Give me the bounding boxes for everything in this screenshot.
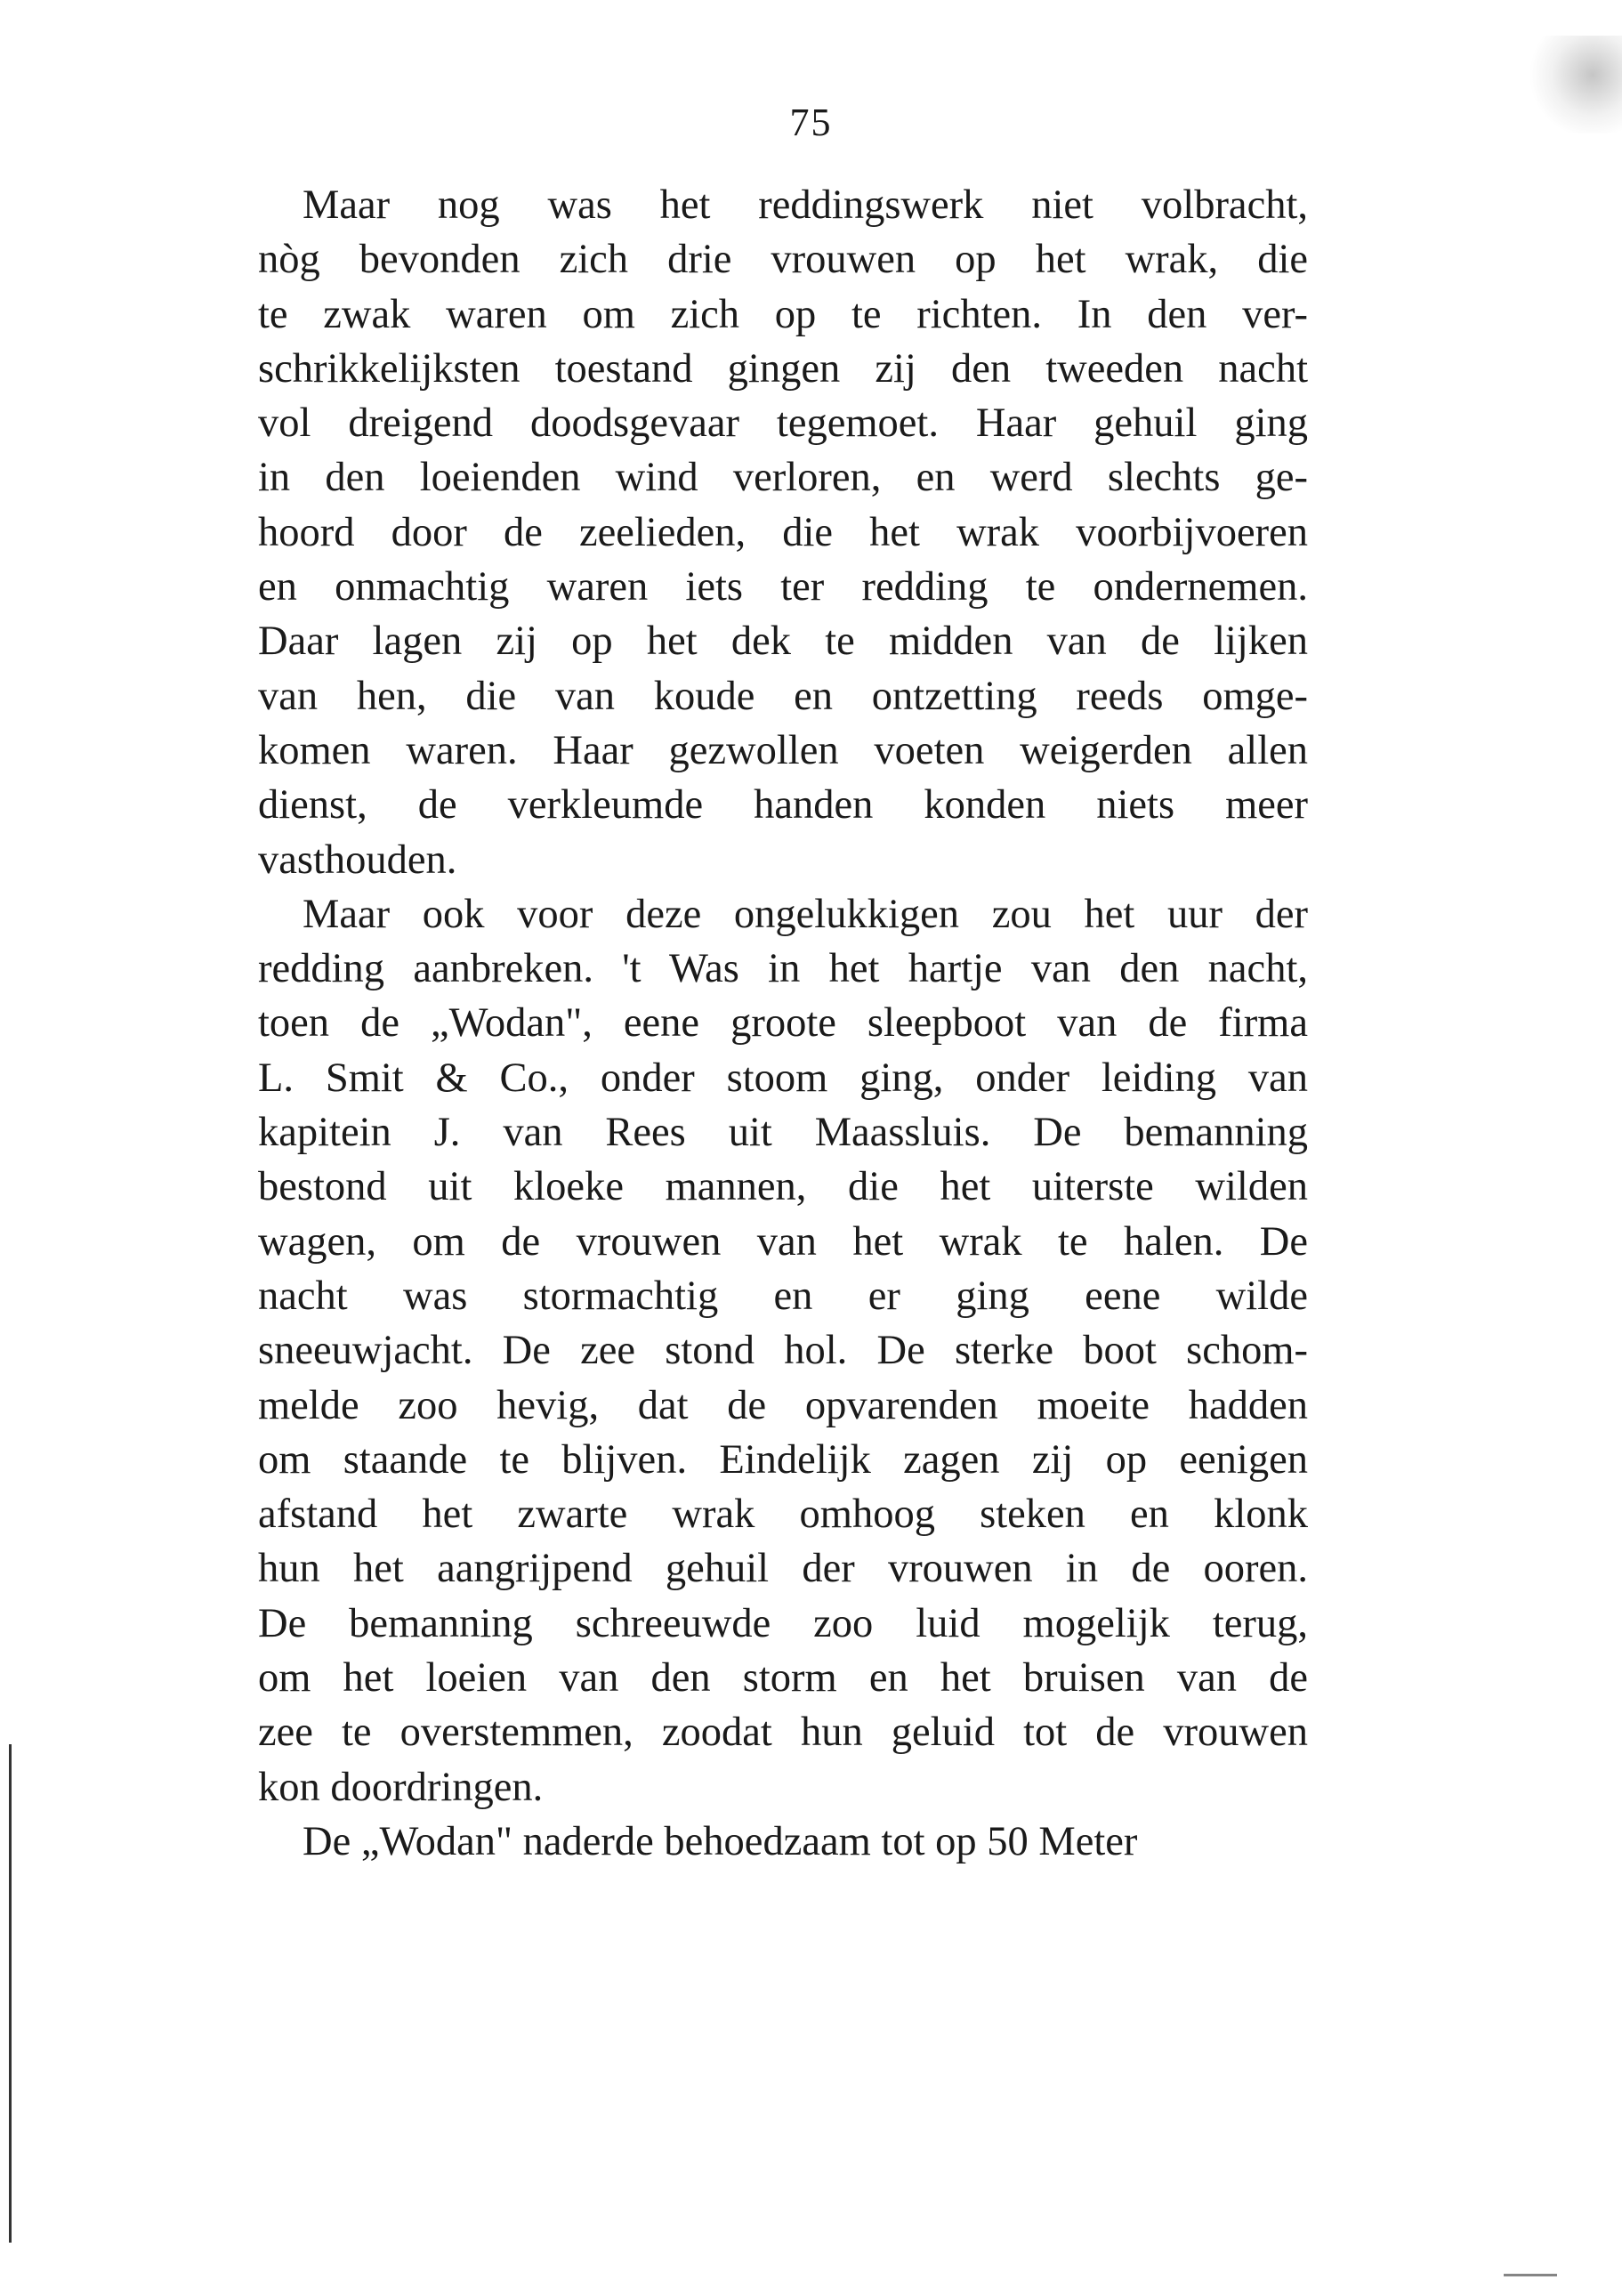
text-line: melde zoo hevig, dat de opvarenden moeite hadden xyxy=(258,1382,1308,1428)
text-line: kon doordringen. xyxy=(258,1764,544,1810)
text-line: vol dreigend doodsgevaar tegemoet. Haar gehuil ging xyxy=(258,400,1308,447)
left-edge-mark xyxy=(9,1744,12,2243)
paragraph xyxy=(258,1815,1308,1869)
text-line: De „Wodan" naderde behoedzaam tot op 50 Meter xyxy=(303,1818,1138,1864)
text-line: zee te overstemmen, zoodat hun geluid tot de vrouwen xyxy=(258,1710,1308,1756)
text-line: komen waren. Haar gezwollen voeten weigerden allen xyxy=(258,727,1308,773)
bottom-right-smudge xyxy=(1504,2274,1557,2276)
text-line: om staande te blijven. Eindelijk zagen zij op eenigen xyxy=(258,1436,1308,1483)
text-line: Maar ook voor deze ongelukkigen zou het uur der xyxy=(303,891,1308,937)
text-line: van hen, die van koude en ontzetting reeds omge- xyxy=(258,673,1308,719)
text-line: en onmachtig waren iets ter redding te ondernemen. xyxy=(258,564,1308,610)
text-line: nòg bevonden zich drie vrouwen op het wrak, die xyxy=(258,237,1308,283)
text-line: hun het aangrijpend gehuil der vrouwen in de ooren. xyxy=(258,1546,1308,1592)
paragraph xyxy=(258,887,1308,1815)
text-line: kapitein J. van Rees uit Maassluis. De bemanning xyxy=(258,1110,1308,1156)
text-line: Daar lagen zij op het dek te midden van de lijken xyxy=(258,618,1308,665)
text-line: dienst, de verkleumde handen konden niets meer xyxy=(258,782,1308,829)
text-line: in den loeienden wind verloren, en werd slechts ge- xyxy=(258,455,1308,501)
text-line: redding aanbreken. 't Was in het hartje van den nacht, xyxy=(258,946,1308,992)
text-line: L. Smit & Co., onder stoom ging, onder leiding van xyxy=(258,1055,1308,1101)
text-line: vasthouden. xyxy=(258,837,457,883)
page-number: 75 xyxy=(789,101,833,144)
text-line: toen de „Wodan", eene groote sleepboot van de firma xyxy=(258,1000,1308,1047)
text-line: bestond uit kloeke mannen, die het uiterste wilden xyxy=(258,1164,1308,1210)
text-line: Maar nog was het reddingswerk niet volbracht, xyxy=(303,182,1308,228)
body-text xyxy=(258,178,1308,1869)
text-line: hoord door de zeelieden, die het wrak voorbijvoeren xyxy=(258,509,1308,555)
text-line: De bemanning schreeuwde zoo luid mogelijk terug, xyxy=(258,1600,1308,1646)
text-line: wagen, om de vrouwen van het wrak te halen. De xyxy=(258,1218,1308,1265)
text-line: afstand het zwarte wrak omhoog steken en klonk xyxy=(258,1492,1308,1538)
text-line: sneeuwjacht. De zee stond hol. De sterke boot schom- xyxy=(258,1328,1308,1374)
paragraph xyxy=(258,178,1308,887)
text-line: te zwak waren om zich op te richten. In den ver- xyxy=(258,291,1308,337)
text-line: schrikkelijksten toestand gingen zij den tweeden nacht xyxy=(258,345,1308,392)
text-line: nacht was stormachtig en er ging eene wilde xyxy=(258,1273,1308,1319)
text-line: om het loeien van den storm en het bruisen van de xyxy=(258,1655,1308,1702)
